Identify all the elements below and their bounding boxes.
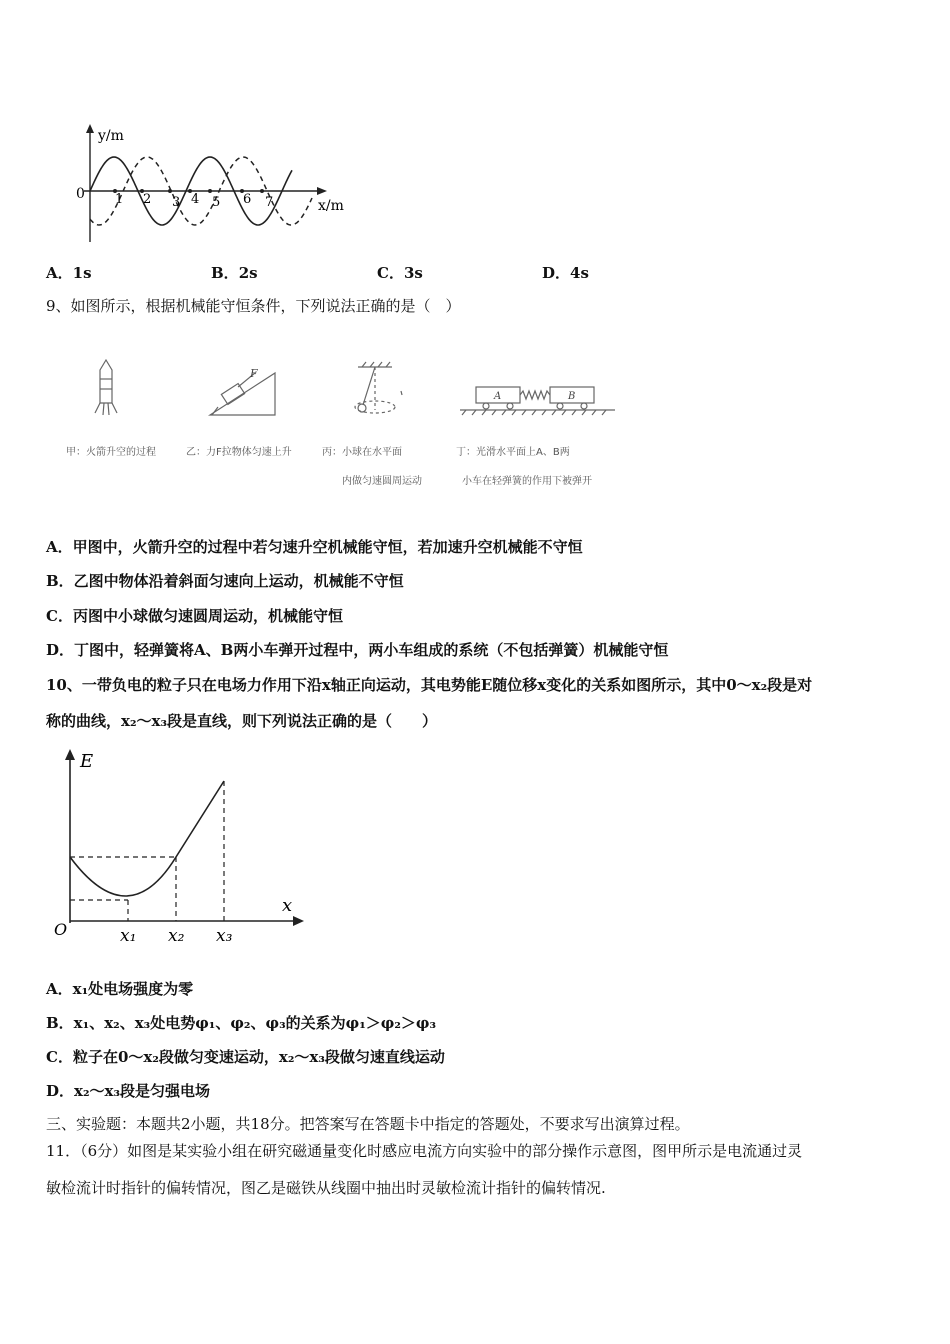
x-axis-arrow	[293, 916, 304, 926]
spring-carts-icon	[460, 387, 615, 415]
tick-label: 2	[143, 192, 152, 207]
energy-curve	[70, 781, 224, 896]
force-label: F	[250, 367, 258, 380]
q9-option-a: A．甲图中，火箭升空的过程中若匀速升空机械能守恒，若加速升空机械能不守恒	[46, 538, 583, 556]
section-3-heading: 三、实验题：本题共2小题，共18分。把答案写在答题卡中指定的答题处，不要求写出演算过程。	[46, 1115, 690, 1133]
q9-stem: 9、如图所示，根据机械能守恒条件，下列说法正确的是（ ）	[46, 297, 461, 315]
q8-option-b: B．2s	[211, 264, 258, 282]
q9-option-b: B．乙图中物体沿着斜面匀速向上运动，机械能不守恒	[46, 572, 404, 590]
q8-option-d: D．4s	[542, 264, 589, 282]
caption-ding-2: 小车在轻弹簧的作用下被弹开	[462, 476, 592, 487]
y-axis-label: E	[80, 751, 94, 772]
tick-label: 1	[115, 192, 124, 207]
q11-line1: 11．（6分）如图是某实验小组在研究磁通量变化时感应电流方向实验中的部分操作示意图，图甲所示是电流通过灵	[46, 1142, 803, 1160]
q11-line2: 敏检流计时指针的偏转情况，图乙是磁铁从线圈中抽出时灵敏检流计指针的偏转情况.	[46, 1179, 606, 1197]
axis-dot	[168, 189, 172, 193]
car-b-label: B	[568, 391, 576, 402]
q10-option-d: D．x₂～x₃段是匀强电场	[46, 1082, 211, 1100]
x-axis-label: x/m	[318, 198, 344, 214]
q9-figure	[60, 355, 630, 425]
caption-jia: 甲：火箭升空的过程	[66, 447, 156, 458]
x-axis-label: x	[282, 895, 293, 916]
x-axis-arrow	[317, 187, 327, 195]
energy-figure	[48, 745, 318, 950]
tick-label: x₁	[120, 926, 137, 946]
q9-option-c: C．丙图中小球做匀速圆周运动，机械能守恒	[46, 607, 343, 625]
caption-bing-2: 内做匀速圆周运动	[342, 476, 422, 487]
tick-label: 4	[191, 192, 200, 207]
q10-option-b: B．x₁、x₂、x₃处电势φ₁、φ₂、φ₃的关系为φ₁＞φ₂＞φ₃	[46, 1014, 437, 1032]
origin-label: 0	[76, 186, 85, 202]
caption-bing-1: 丙：小球在水平面	[322, 447, 402, 458]
wave-figure	[70, 120, 360, 250]
axis-dot	[208, 189, 212, 193]
q9-option-d: D．丁图中，轻弹簧将A、B两小车弹开过程中，两小车组成的系统（不包括弹簧）机械能守恒	[46, 641, 669, 659]
tick-label: 6	[243, 192, 252, 207]
incline-icon	[210, 373, 275, 415]
tick-label: 3	[172, 195, 181, 210]
y-axis-arrow	[65, 749, 75, 760]
q10-stem-line2: 称的曲线，x₂～x₃段是直线，则下列说法正确的是（ ）	[46, 712, 438, 730]
conical-pendulum-icon	[355, 362, 402, 413]
caption-ding-1: 丁：光滑水平面上A、B两	[456, 447, 570, 458]
q10-option-a: A．x₁处电场强度为零	[46, 980, 194, 998]
tick-label: x₃	[216, 926, 233, 946]
rocket-icon	[95, 360, 117, 415]
y-axis-label: y/m	[98, 128, 124, 144]
y-axis-arrow	[86, 124, 94, 133]
q8-option-a: A．1s	[46, 264, 92, 282]
axis-dot	[260, 189, 264, 193]
tick-label: 5	[212, 195, 221, 210]
caption-yi: 乙：力F拉物体匀速上升	[186, 447, 292, 458]
q10-option-c: C．粒子在0～x₂段做匀变速运动，x₂～x₃段做匀速直线运动	[46, 1048, 445, 1066]
q8-option-c: C．3s	[377, 264, 423, 282]
tick-label: 7	[265, 195, 274, 210]
car-a-label: A	[494, 391, 502, 402]
tick-label: x₂	[168, 926, 185, 946]
origin-label: O	[54, 920, 68, 939]
q10-stem-line1: 10、一带负电的粒子只在电场力作用下沿x轴正向运动，其电势能E随位移x变化的关系如图所示，其中0～x₂段是对	[46, 676, 813, 694]
